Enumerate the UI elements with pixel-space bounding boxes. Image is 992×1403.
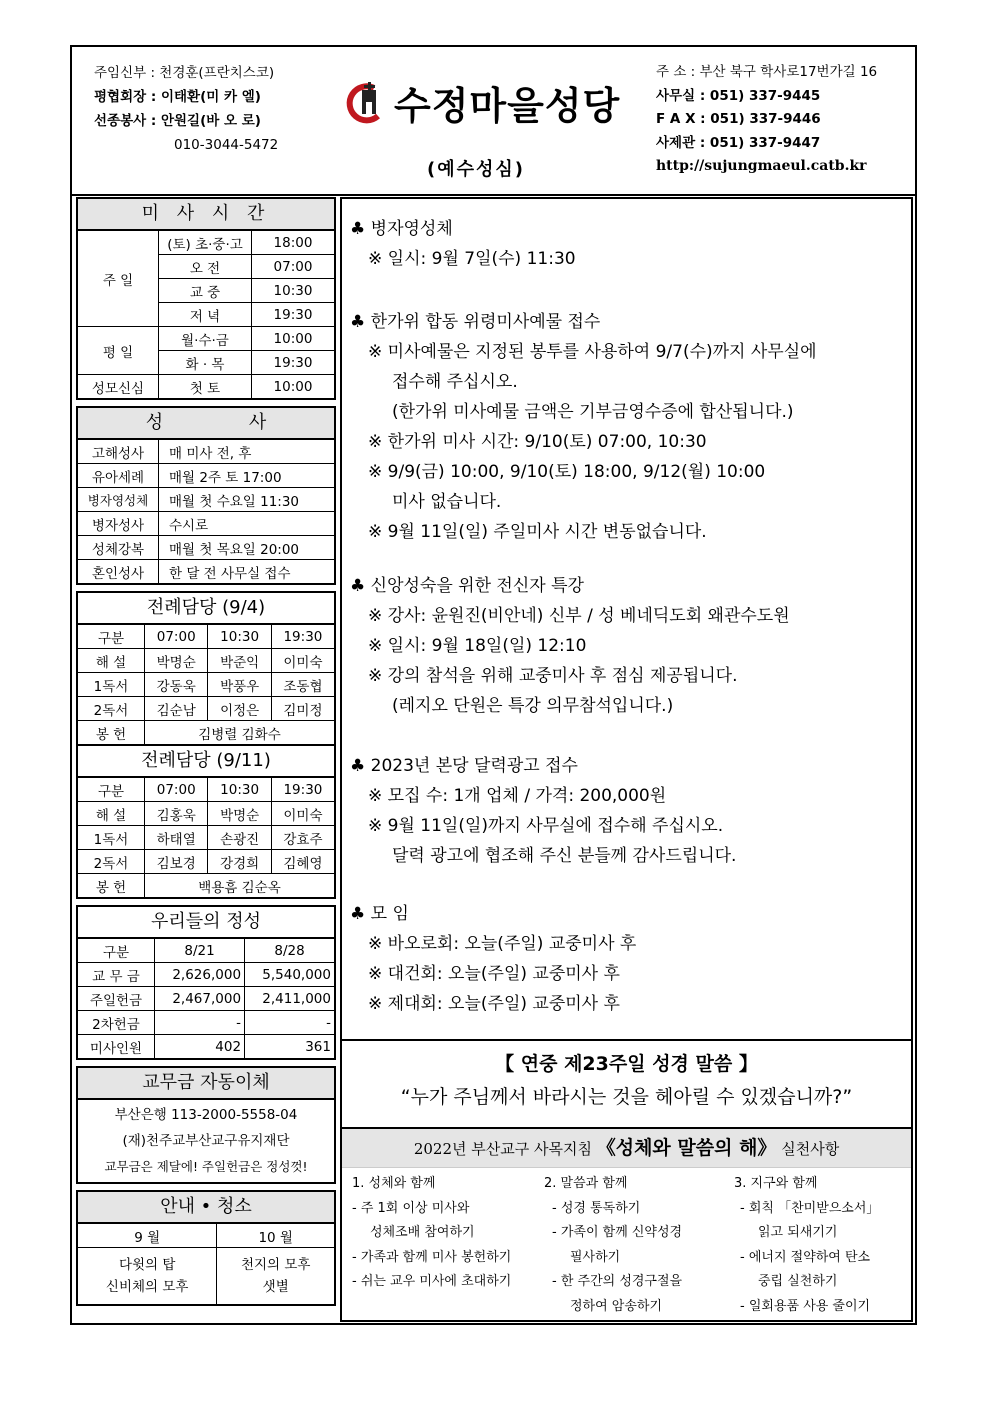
liturgy2-title: 전례담당 (9/11) <box>78 746 334 778</box>
liturgy-box-1 <box>76 591 336 744</box>
scripture-title: 【 연중 제23주일 성경 말씀 】 <box>495 1053 758 1075</box>
church-name: 수정마을성당 <box>394 84 621 128</box>
council-line: 평협회장 : 이태환(미 카 엘) <box>94 89 261 105</box>
notice-line: ※ 모집 수: 1개 업체 / 가격: 200,000원 <box>368 786 667 806</box>
mass-cell: 10:30 <box>252 279 335 303</box>
liturgy-person: 하태열 <box>145 826 208 850</box>
liturgy-role: 봉 헌 <box>78 874 145 898</box>
notice-line: ※ 바오로회: 오늘(주일) 교중미사 후 <box>368 934 637 954</box>
liturgy1-title: 전례담당 (9/4) <box>78 593 334 625</box>
liturgy-person: 손광진 <box>208 826 271 850</box>
offering-value: - <box>155 1011 245 1035</box>
cleaning-groups-oct <box>217 1248 334 1305</box>
weekday-label: 평 일 <box>78 327 159 375</box>
sacrament-name: 고해성사 <box>78 440 159 464</box>
pastoral-line: 성체조배 참여하기 <box>370 1225 475 1240</box>
autopay-note: 교무금은 제달에! 주일헌금은 정성껏! <box>104 1159 308 1174</box>
pastoral-post: 실천사항 <box>781 1140 840 1158</box>
left-column <box>76 197 336 1312</box>
notice-line: ※ 한가위 미사 시간: 9/10(토) 07:00, 10:30 <box>368 432 707 452</box>
offering-value: - <box>245 1011 334 1035</box>
notice-line: ※ 제대회: 오늘(주일) 교중미사 후 <box>368 994 620 1014</box>
liturgy-role: 1독서 <box>78 826 145 850</box>
pastoral-line: 정하여 암송하기 <box>570 1298 663 1314</box>
offering-value: 2,411,000 <box>245 987 334 1011</box>
offering-value: 5,540,000 <box>245 963 334 987</box>
sunday-label: 주 일 <box>78 231 159 327</box>
cleaning-group: 샛별 <box>262 1279 289 1295</box>
sacrament-name: 병자성사 <box>78 512 159 536</box>
liturgy-person: 박명순 <box>208 802 271 826</box>
autopay-title: 교무금 자동이체 <box>78 1068 334 1100</box>
pastoral-pre: 2022년 부산교구 사목지침 <box>413 1140 592 1158</box>
pastoral-line: - 한 주간의 성경구절을 <box>552 1274 683 1289</box>
notice-line: ※ 대건회: 오늘(주일) 교중미사 후 <box>368 964 620 984</box>
pastoral-line: - 회칙 「찬미받으소서」 <box>740 1200 880 1216</box>
notice-line: 미사 없습니다. <box>392 492 502 512</box>
pastoral-title <box>342 1127 911 1168</box>
pastoral-line: - 가족과 함께 미사 봉헌하기 <box>352 1249 512 1265</box>
church-logo <box>344 75 620 130</box>
pastoral-line: 중립 실천하기 <box>758 1274 838 1289</box>
notice-line: ※ 강의 참석을 위해 교중미사 후 점심 제공됩니다. <box>368 666 738 686</box>
mass-cell: 18:00 <box>252 231 335 255</box>
sacraments-table <box>78 440 334 583</box>
pastor-line: 주임신부 : 천경훈(프란치스코) <box>94 65 275 81</box>
cleaning-group: 신비체의 모후 <box>105 1279 189 1295</box>
notice-line: ※ 일시: 9월 18일(일) 12:10 <box>368 636 587 656</box>
offering-value: 2,626,000 <box>155 963 245 987</box>
offering-value: 361 <box>245 1035 334 1059</box>
mass-cell: 19:30 <box>252 303 335 327</box>
pastoral-line: 2. 말씀과 함께 <box>544 1176 628 1191</box>
church-emblem-icon <box>344 80 388 126</box>
offering-table <box>78 939 334 1058</box>
offering-title: 우리들의 정성 <box>78 907 334 939</box>
liturgy2-table <box>78 778 334 897</box>
header <box>72 47 915 196</box>
liturgy-person: 강동욱 <box>145 673 208 697</box>
notice-line: ※ 9/9(금) 10:00, 9/10(토) 18:00, 9/12(월) 10:00 <box>368 462 766 482</box>
sacrament-name: 혼인성사 <box>78 560 159 584</box>
bank-account: 부산은행 113-2000-5558-04 <box>114 1107 298 1123</box>
mass-cell: 저 녁 <box>159 303 252 327</box>
cleaning-group: 다윗의 탑 <box>118 1257 176 1273</box>
chief-line: 선종봉사 : 안원길(바 오 로) <box>94 113 261 129</box>
liturgy-offer: 김병렬 김화수 <box>145 721 335 745</box>
sacrament-name: 성체강복 <box>78 536 159 560</box>
liturgy-person: 이정은 <box>208 697 271 721</box>
liturgy-head: 07:00 <box>145 625 208 649</box>
pastoral-col-2 <box>544 1172 682 1319</box>
liturgy-head: 19:30 <box>271 778 334 802</box>
notice-line: (레지오 단원은 특강 의무참석입니다.) <box>392 696 674 716</box>
notice-line: (한가위 미사예물 금액은 기부금영수증에 합산됩니다.) <box>392 402 794 422</box>
offering-label: 2차헌금 <box>78 1011 155 1035</box>
notice-5 <box>350 899 636 1019</box>
notices-section <box>342 199 911 1041</box>
cleaning-month: 10 월 <box>217 1224 334 1248</box>
sacrament-time: 한 달 전 사무실 접수 <box>159 560 335 584</box>
notice-heading: ♣ 모 임 <box>350 904 409 924</box>
scripture-quote: “누가 주님께서 바라시는 것을 헤아릴 수 있겠습니까?” <box>400 1086 853 1108</box>
liturgy-head: 07:00 <box>145 778 208 802</box>
mass-cell: 오 전 <box>159 255 252 279</box>
mass-cell: 10:00 <box>252 375 335 399</box>
notice-line: ※ 9월 11일(일) 주일미사 시간 변동없습니다. <box>368 522 707 542</box>
pastoral-line: 3. 지구와 함께 <box>734 1176 818 1191</box>
pastoral-line: - 가족이 함께 신약성경 <box>552 1225 683 1240</box>
notice-3 <box>350 571 790 721</box>
liturgy-person: 김홍욱 <box>145 802 208 826</box>
cleaning-month: 9 월 <box>78 1224 217 1248</box>
offering-label: 교 무 금 <box>78 963 155 987</box>
fax-line: F A X : 051) 337-9446 <box>656 111 821 127</box>
notice-1 <box>350 214 576 274</box>
offering-label: 미사인원 <box>78 1035 155 1059</box>
offering-head: 8/28 <box>245 939 334 963</box>
sacrament-time: 매월 2주 토 17:00 <box>159 464 335 488</box>
offering-head: 8/21 <box>155 939 245 963</box>
sacrament-time: 매 미사 전, 후 <box>159 440 335 464</box>
offering-value: 402 <box>155 1035 245 1059</box>
notice-heading: ♣ 2023년 본당 달력광고 접수 <box>350 756 578 776</box>
liturgy-person: 김보경 <box>145 850 208 874</box>
right-column <box>340 197 913 1322</box>
liturgy-role: 해 설 <box>78 649 145 673</box>
liturgy-role: 1독서 <box>78 673 145 697</box>
phone-line: 010-3044-5472 <box>174 137 279 153</box>
liturgy-head: 구분 <box>78 625 145 649</box>
office-phone: 사무실 : 051) 337-9445 <box>656 87 821 104</box>
notice-2 <box>350 307 817 547</box>
liturgy-head: 19:30 <box>271 625 334 649</box>
notice-4 <box>350 751 736 871</box>
mass-cell: 화 · 목 <box>159 351 252 375</box>
cleaning-table <box>78 1224 334 1304</box>
sacraments-box <box>76 406 336 585</box>
clergy-info <box>94 61 278 157</box>
pastoral-line: 필사하기 <box>570 1249 621 1265</box>
website-link[interactable]: http://sujungmaeul.catb.kr <box>656 158 867 174</box>
liturgy-head: 구분 <box>78 778 145 802</box>
cleaning-groups-sep <box>78 1248 217 1305</box>
address-line: 주 소 : 부산 북구 학사로17번가길 16 <box>656 64 878 80</box>
autopay-box <box>76 1066 336 1184</box>
pastoral-guidelines <box>342 1127 911 1322</box>
pastoral-line: - 일회용품 사용 줄이기 <box>740 1298 871 1314</box>
liturgy-role: 봉 헌 <box>78 721 145 745</box>
liturgy-person: 김순남 <box>145 697 208 721</box>
sacrament-time: 수시로 <box>159 512 335 536</box>
cleaning-title: 안내 • 청소 <box>78 1192 334 1224</box>
mass-cell: (토) 초·중·고 <box>159 231 252 255</box>
mass-cell: 첫 토 <box>159 375 252 399</box>
liturgy-person: 이미숙 <box>271 649 334 673</box>
notice-heading: ♣ 신앙성숙을 위한 전신자 특강 <box>350 576 584 596</box>
pastoral-col-3 <box>734 1172 879 1319</box>
mass-cell: 07:00 <box>252 255 335 279</box>
liturgy-person: 조동협 <box>271 673 334 697</box>
pastoral-line: 읽고 되새기기 <box>758 1225 838 1240</box>
notice-line: ※ 일시: 9월 7일(수) 11:30 <box>368 249 576 269</box>
notice-heading: ♣ 한가위 합동 위령미사예물 접수 <box>350 312 601 332</box>
pastoral-line: - 주 1회 이상 미사와 <box>352 1200 470 1216</box>
scripture-section <box>342 1041 911 1109</box>
sunday-name: (예수성심) <box>427 159 526 180</box>
pastoral-theme: 《성체와 말씀의 해》 <box>596 1137 777 1159</box>
liturgy-role: 2독서 <box>78 697 145 721</box>
cleaning-box <box>76 1190 336 1306</box>
account-holder: (재)천주교부산교구유지재단 <box>122 1133 290 1149</box>
mass-title: 미 사 시 간 <box>78 199 334 231</box>
liturgy-person: 강효주 <box>271 826 334 850</box>
mass-cell: 10:00 <box>252 327 335 351</box>
notice-line: 달력 광고에 협조해 주신 분들께 감사드립니다. <box>392 846 737 866</box>
notice-line: ※ 9월 11일(일)까지 사무실에 접수해 주십시오. <box>368 816 724 836</box>
liturgy-person: 김미정 <box>271 697 334 721</box>
notice-line: ※ 미사예물은 지정된 봉투를 사용하여 9/7(수)까지 사무실에 <box>368 342 817 362</box>
mass-cell: 교 중 <box>159 279 252 303</box>
autopay-info <box>78 1100 334 1182</box>
liturgy-role: 2독서 <box>78 850 145 874</box>
liturgy-head: 10:30 <box>208 778 271 802</box>
liturgy1-table <box>78 625 334 744</box>
pastoral-col-1 <box>352 1172 511 1295</box>
cleaning-group: 천지의 모후 <box>240 1257 311 1273</box>
first-sat-label: 성모신심 <box>78 375 159 399</box>
sacraments-title: 성 사 <box>78 408 334 440</box>
liturgy-person: 박명순 <box>145 649 208 673</box>
contact-info <box>656 61 877 179</box>
liturgy-person: 강경희 <box>208 850 271 874</box>
mass-cell: 19:30 <box>252 351 335 375</box>
rectory-phone: 사제관 : 051) 337-9447 <box>656 134 821 151</box>
liturgy-box-2 <box>76 744 336 899</box>
sacrament-time: 매월 첫 목요일 20:00 <box>159 536 335 560</box>
liturgy-person: 박준익 <box>208 649 271 673</box>
liturgy-head: 10:30 <box>208 625 271 649</box>
notice-heading: ♣ 병자영성체 <box>350 219 453 239</box>
offering-box <box>76 905 336 1060</box>
sacrament-name: 병자영성체 <box>78 488 159 512</box>
offering-label: 주일헌금 <box>78 987 155 1011</box>
mass-cell: 월·수·금 <box>159 327 252 351</box>
liturgy-role: 해 설 <box>78 802 145 826</box>
offering-head: 구분 <box>78 939 155 963</box>
bulletin-page <box>70 45 917 1325</box>
sacrament-name: 유아세례 <box>78 464 159 488</box>
notice-line: ※ 강사: 윤원진(비안네) 신부 / 성 베네딕도회 왜관수도원 <box>368 606 790 626</box>
liturgy-person: 김혜영 <box>271 850 334 874</box>
mass-table <box>78 231 334 398</box>
liturgy-offer: 백용흠 김순옥 <box>145 874 335 898</box>
liturgy-person: 박풍우 <box>208 673 271 697</box>
pastoral-line: - 쉬는 교우 미사에 초대하기 <box>352 1274 512 1289</box>
liturgy-person: 이미숙 <box>271 802 334 826</box>
pastoral-line: - 성경 통독하기 <box>552 1200 641 1216</box>
sacrament-time: 매월 첫 수요일 11:30 <box>159 488 335 512</box>
pastoral-line: 1. 성체와 함께 <box>352 1176 436 1191</box>
notice-line: 접수해 주십시오. <box>392 372 518 392</box>
mass-times-box <box>76 197 336 400</box>
offering-value: 2,467,000 <box>155 987 245 1011</box>
pastoral-line: - 에너지 절약하여 탄소 <box>740 1249 871 1265</box>
